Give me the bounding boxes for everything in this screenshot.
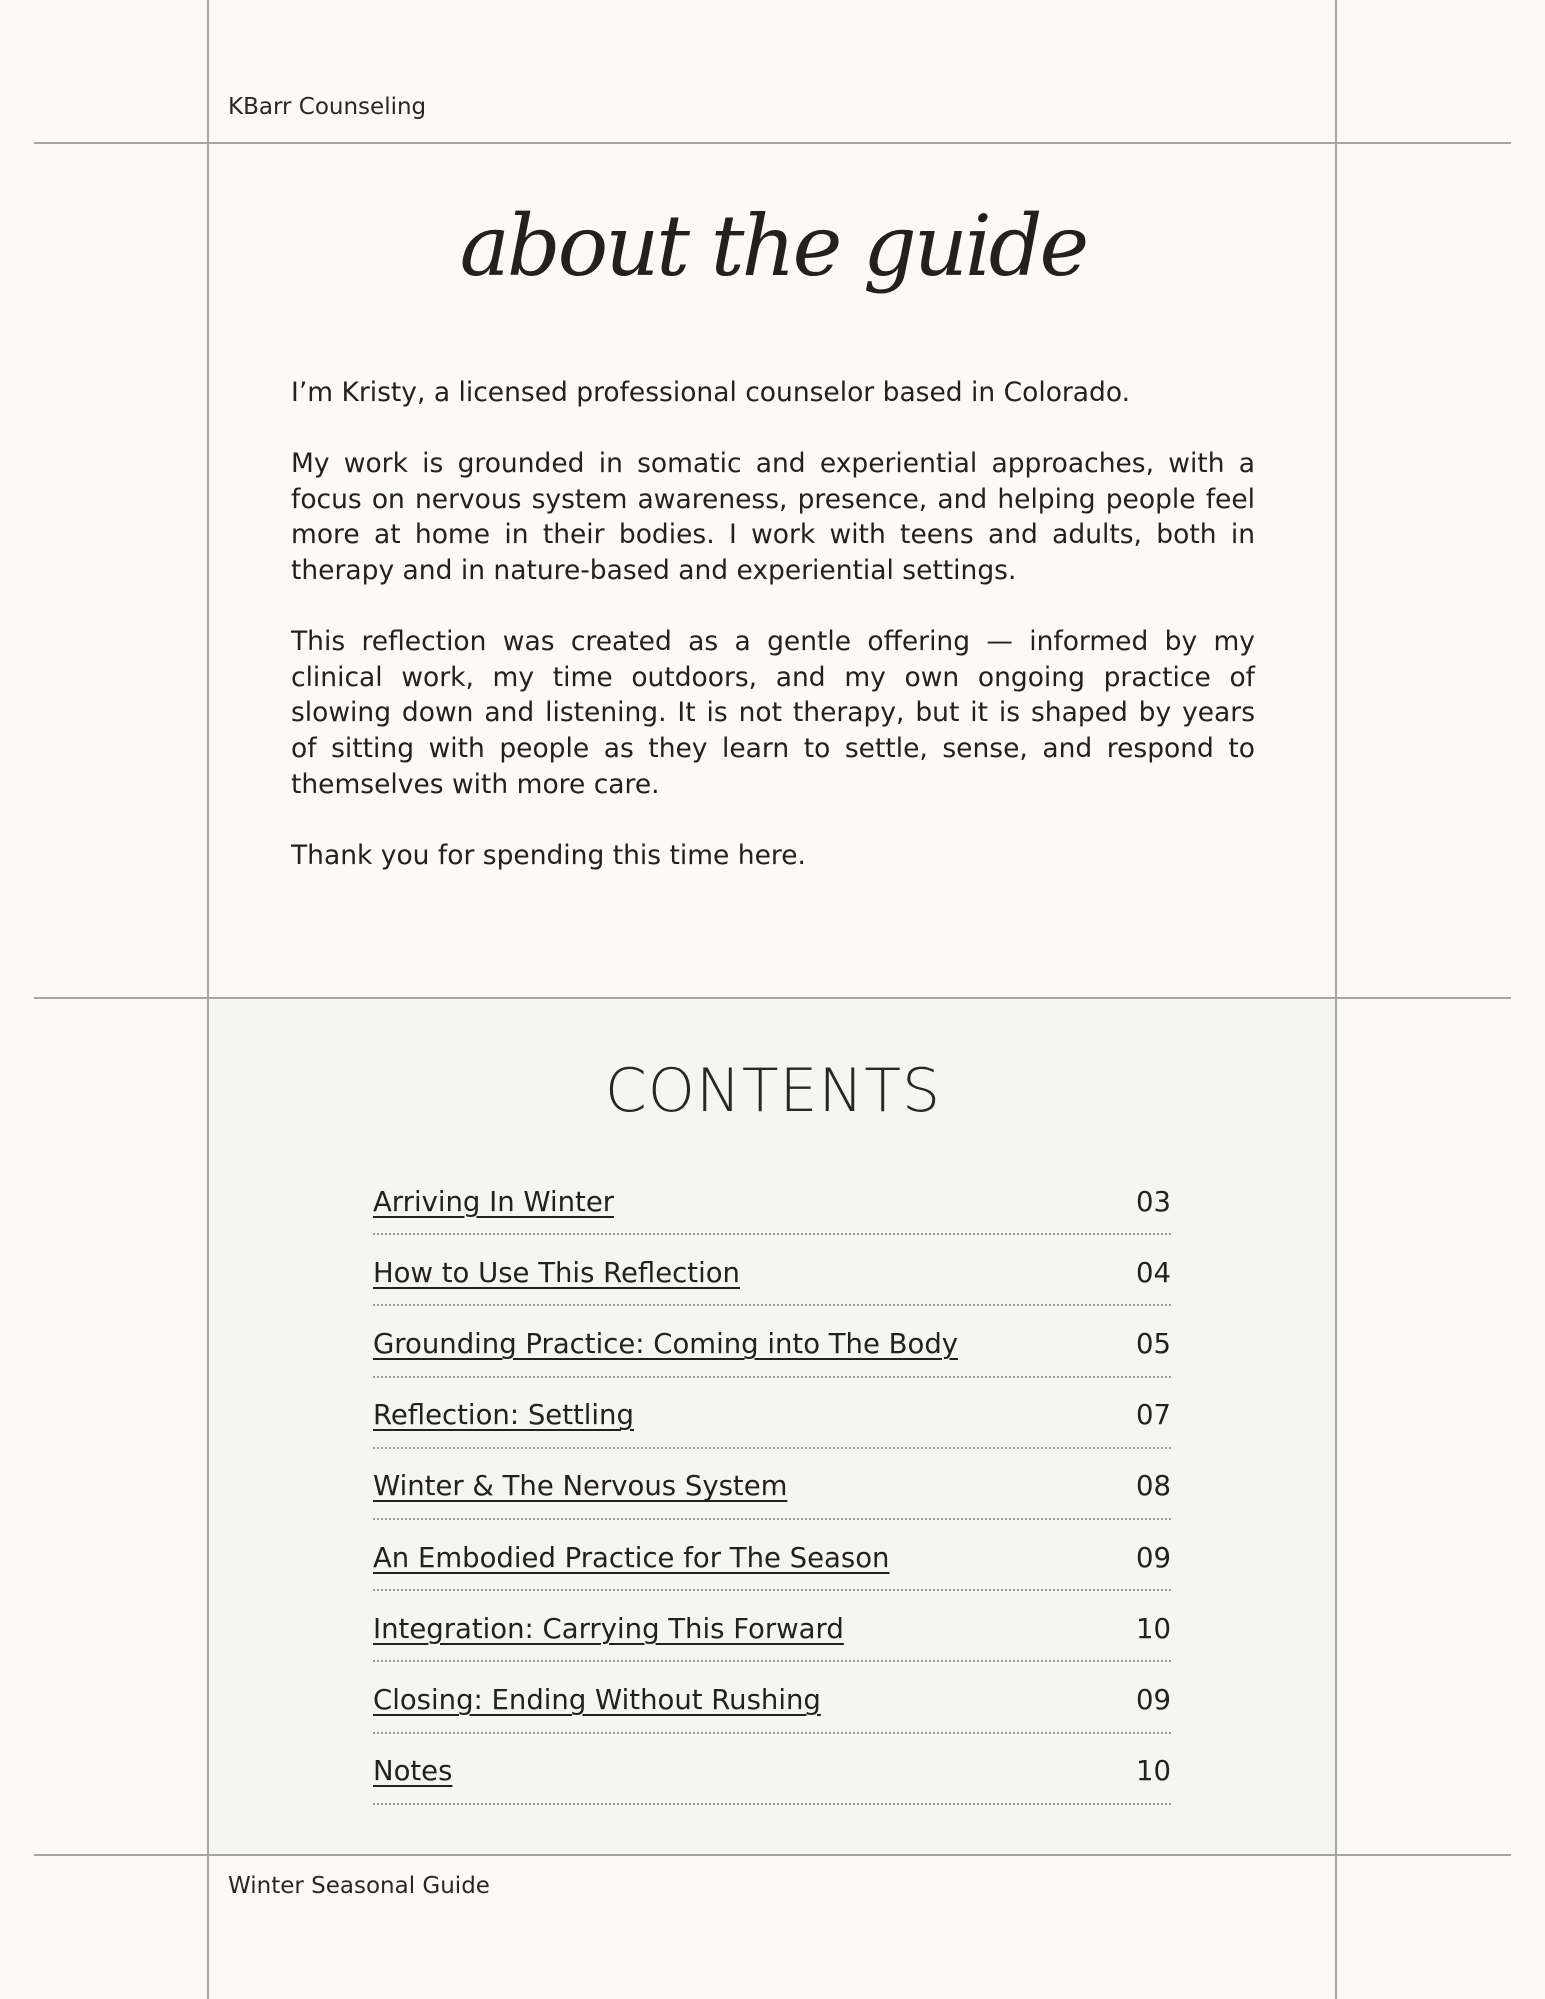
frame-line-left xyxy=(207,0,209,1999)
frame-line-footer xyxy=(34,1854,1511,1856)
toc-entry xyxy=(373,1449,1171,1520)
toc-entry xyxy=(373,1591,1171,1662)
toc-entry-link[interactable]: Closing: Ending Without Rushing xyxy=(373,1683,821,1716)
toc-entry xyxy=(373,1164,1171,1235)
toc-entry-link[interactable]: Grounding Practice: Coming into The Body xyxy=(373,1327,959,1360)
toc-entry-link[interactable]: Notes xyxy=(373,1755,453,1788)
toc-page-number: 07 xyxy=(1136,1399,1171,1432)
table-of-contents xyxy=(373,1164,1171,1805)
toc-entry xyxy=(373,1734,1171,1805)
toc-entry-link[interactable]: Integration: Carrying This Forward xyxy=(373,1612,844,1645)
frame-line-section-divider xyxy=(34,997,1511,999)
frame-line-header xyxy=(34,142,1511,144)
toc-entry xyxy=(373,1662,1171,1733)
toc-entry-link[interactable]: Arriving In Winter xyxy=(373,1185,615,1218)
toc-entry xyxy=(373,1235,1171,1306)
about-body xyxy=(291,375,1255,909)
toc-page-number: 10 xyxy=(1136,1755,1171,1788)
contents-heading: CONTENTS xyxy=(604,1056,942,1126)
toc-entry-link[interactable]: Reflection: Settling xyxy=(373,1399,634,1432)
footer-label: Winter Seasonal Guide xyxy=(228,1873,490,1899)
toc-entry xyxy=(373,1378,1171,1449)
about-paragraph: I’m Kristy, a licensed professional counselor based in Colorado. xyxy=(291,377,1131,408)
toc-entry xyxy=(373,1306,1171,1377)
toc-page-number: 03 xyxy=(1136,1185,1171,1218)
toc-page-number: 09 xyxy=(1136,1683,1171,1716)
toc-entry xyxy=(373,1520,1171,1591)
about-paragraph: Thank you for spending this time here. xyxy=(291,839,806,871)
about-paragraph: My work is grounded in somatic and experiential approaches, with a focus on nervous system awareness, presence, and helping people feel more at home in their bodies. I work with teens and adults, both in therapy and in nature-based and experiential settings. xyxy=(291,448,1255,586)
toc-page-number: 10 xyxy=(1136,1612,1171,1645)
toc-entry-link[interactable]: Winter & The Nervous System xyxy=(373,1470,788,1503)
brand-name: KBarr Counseling xyxy=(228,94,427,120)
page-title: about the guide xyxy=(459,197,1087,295)
toc-page-number: 09 xyxy=(1136,1541,1171,1574)
about-paragraph: This reflection was created as a gentle offering — informed by my clinical work, my time outdoors, and my own ongoing practice of slowing down and listening. It is not therapy, but it is shaped by years of sitting with people as they learn to settle, sense, and respond to themselves with more care. xyxy=(291,626,1255,800)
toc-page-number: 08 xyxy=(1136,1470,1171,1503)
toc-entry-link[interactable]: An Embodied Practice for The Season xyxy=(373,1541,890,1574)
toc-entry-link[interactable]: How to Use This Reflection xyxy=(373,1256,740,1289)
toc-page-number: 04 xyxy=(1136,1256,1171,1289)
frame-line-right xyxy=(1335,0,1337,1999)
toc-page-number: 05 xyxy=(1136,1327,1171,1360)
